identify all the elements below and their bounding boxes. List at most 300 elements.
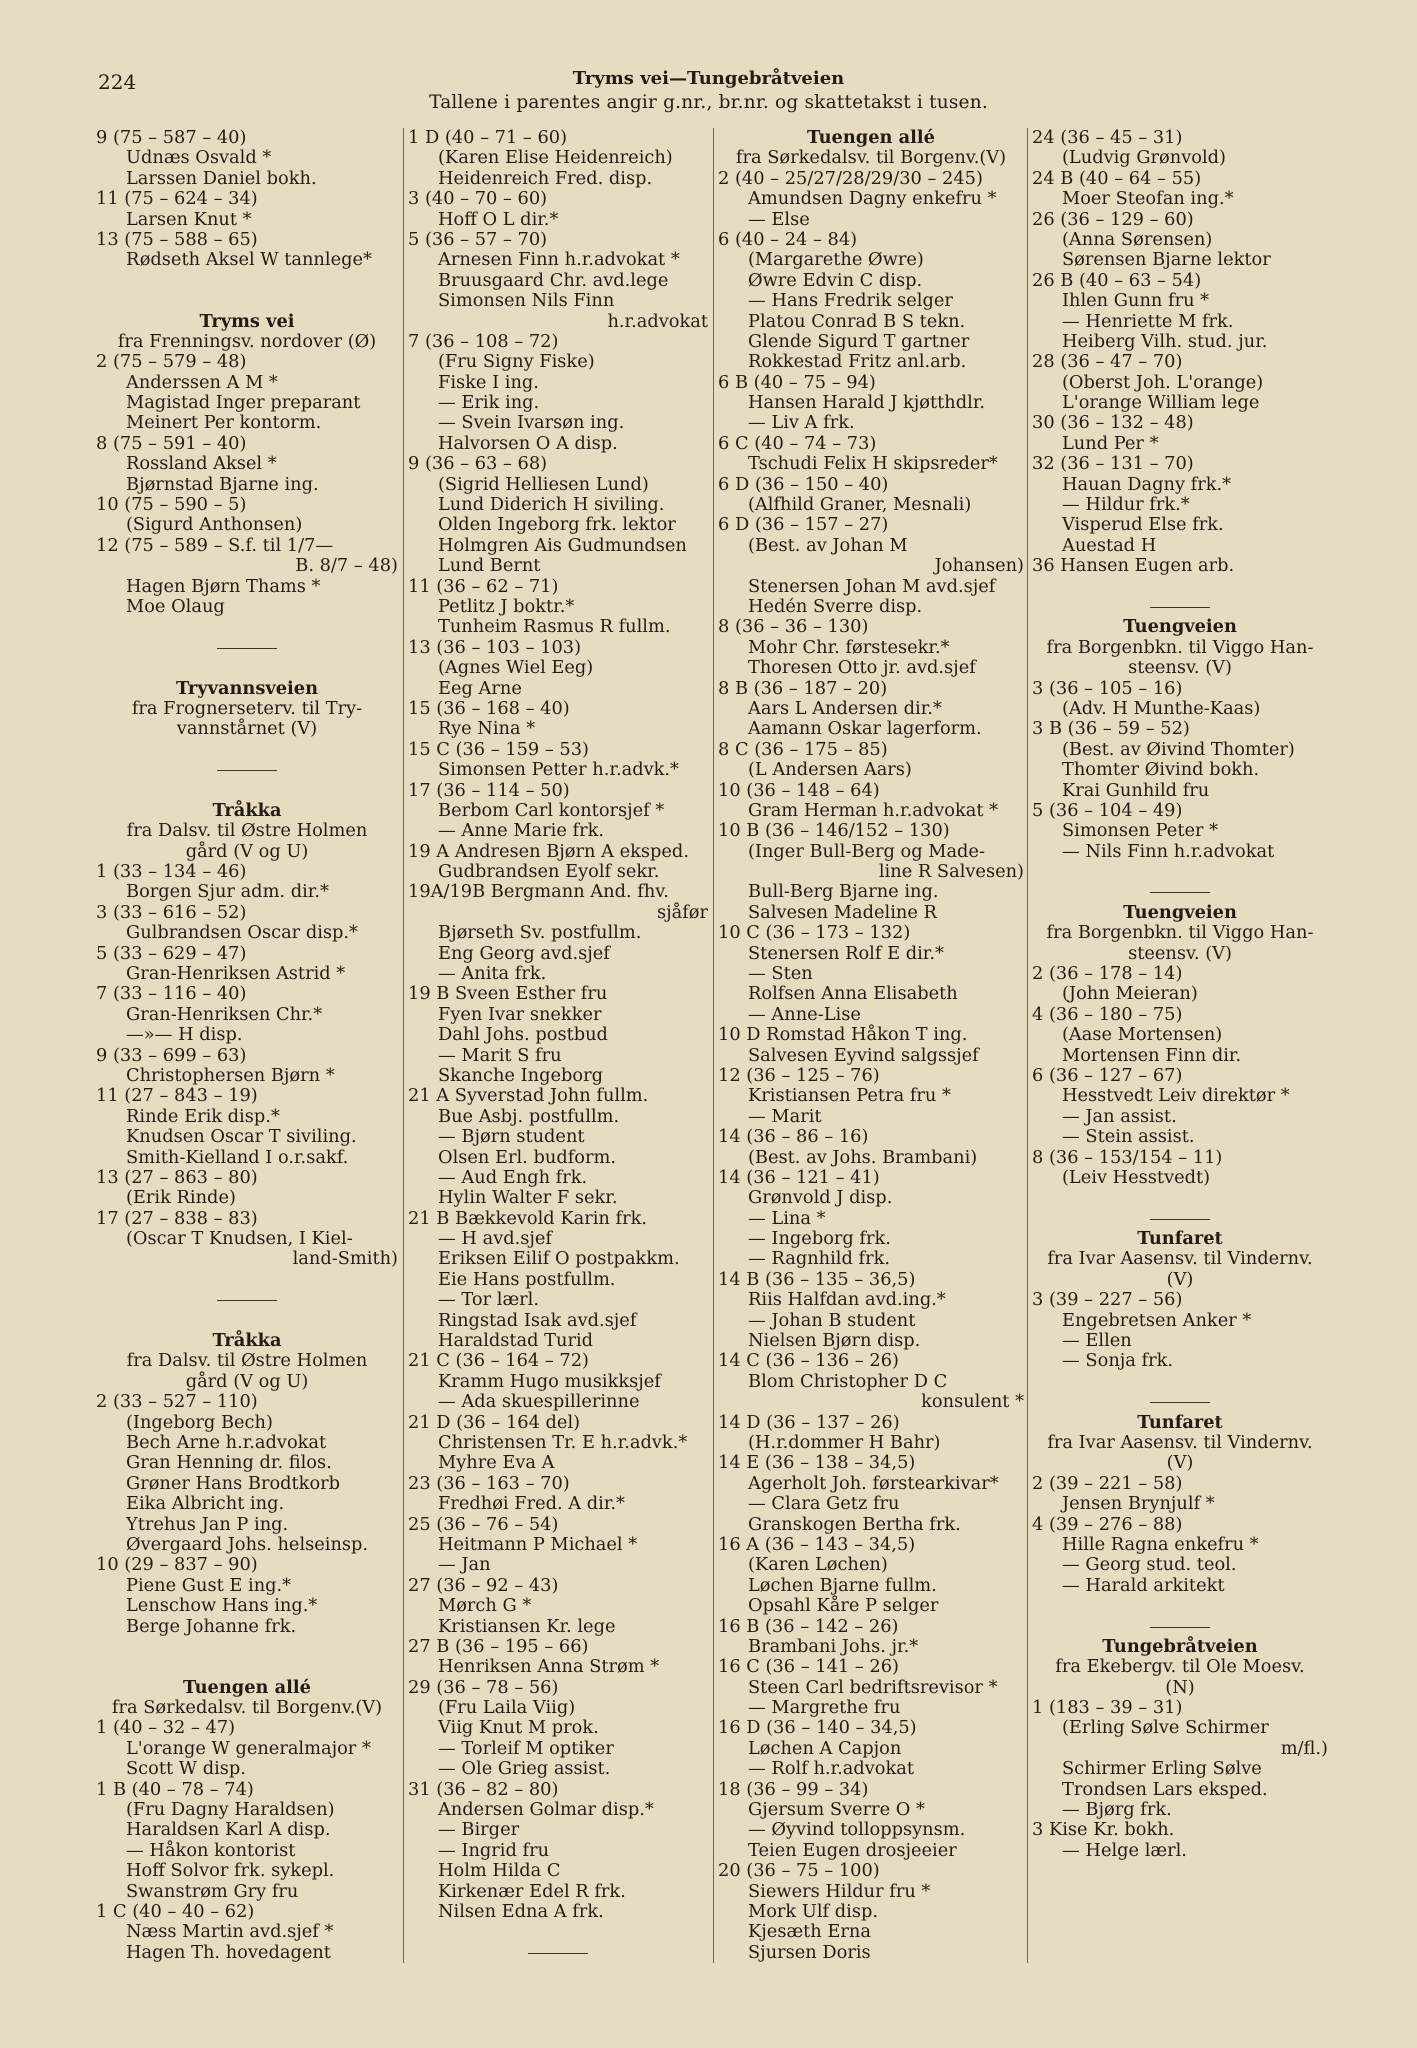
street-heading: Tråkka <box>212 799 282 821</box>
house-entry: 13 (27 – 863 – 80) <box>96 1166 258 1188</box>
house-entry: 20 (36 – 75 – 100) <box>718 1860 880 1882</box>
section-divider <box>96 1290 398 1310</box>
resident-line: — Johan B student <box>748 1309 916 1331</box>
house-entry: 19 B Sveen Esther fru <box>408 983 608 1005</box>
continuation-line: konsulent * <box>921 1391 1024 1413</box>
house-entry: 36 Hansen Eugen arb. <box>1032 555 1235 577</box>
house-entry: 6 (40 – 24 – 84) <box>718 228 858 250</box>
resident-line: Gran Henning dr. filos. <box>126 1452 332 1474</box>
resident-line: Larssen Daniel bokh. <box>126 167 317 189</box>
resident-line: Olden Ingeborg frk. lektor <box>438 514 676 536</box>
house-entry: 3 (40 – 70 – 60) <box>408 188 548 210</box>
resident-line: Knudsen Oscar T siviling. <box>126 1126 357 1148</box>
resident-line: (Inger Bull-Berg og Made- <box>748 840 985 862</box>
spacer <box>1032 1596 1328 1616</box>
resident-line: — Svein Ivarsøn ing. <box>438 412 625 434</box>
house-entry: 1 B (40 – 78 – 74) <box>96 1778 254 1800</box>
street-extent: fra Frognerseterv. til Try- <box>131 697 363 719</box>
column-4 <box>1032 128 1328 1861</box>
resident-line: (Sigurd Anthonsen) <box>126 514 303 536</box>
resident-line: Opsahl Kåre P selger <box>748 1595 939 1617</box>
section-divider <box>1032 1209 1328 1229</box>
resident-line: Eie Hans postfullm. <box>438 1268 616 1290</box>
house-entry: 6 D (36 – 150 – 40) <box>718 473 889 495</box>
resident-line: Lund Diderich H siviling. <box>438 494 665 516</box>
house-entry: 21 B Bækkevold Karin frk. <box>408 1207 648 1229</box>
spacer <box>96 1657 398 1677</box>
street-extent: (V) <box>1166 1268 1194 1290</box>
house-entry: 13 (36 – 103 – 103) <box>408 636 582 658</box>
resident-line: — Jan assist. <box>1062 1105 1177 1127</box>
resident-line: Bech Arne h.r.advokat <box>126 1432 327 1453</box>
resident-line: — Clara Getz fru <box>748 1493 900 1515</box>
street-extent: vannstårnet (V) <box>176 718 318 740</box>
resident-line: (L Andersen Aars) <box>748 759 912 781</box>
resident-line: (Alfhild Graner, Mesnali) <box>748 494 972 516</box>
resident-line: Mohr Chr. førstesekr.* <box>748 636 950 658</box>
resident-line: Kjesæth Erna <box>748 1921 871 1943</box>
house-entry: 13 (75 – 588 – 65) <box>96 228 258 250</box>
house-entry: 6 C (40 – 74 – 73) <box>718 432 877 454</box>
spacer <box>96 291 398 311</box>
resident-line: — Hans Fredrik selger <box>748 290 953 312</box>
resident-line: Meinert Per kontorm. <box>126 412 322 434</box>
house-entry: 1 C (40 – 40 – 62) <box>96 1900 255 1922</box>
house-entry: 27 (36 – 92 – 43) <box>408 1574 559 1596</box>
resident-line: — Birger <box>438 1819 520 1841</box>
section-divider <box>96 638 398 658</box>
house-entry: 2 (39 – 221 – 58) <box>1032 1472 1183 1494</box>
house-entry: 8 (75 – 591 – 40) <box>96 432 247 454</box>
subtitle: Tallene i parentes angir g.nr., br.nr. og skattetakst i tusen. <box>429 92 988 113</box>
resident-line: — Ingrid fru <box>438 1839 550 1861</box>
resident-line: Bull-Berg Bjarne ing. <box>748 881 939 903</box>
resident-line: Riis Halfdan avd.ing.* <box>748 1289 946 1311</box>
resident-line: Agerholt Joh. førstearkivar* <box>748 1472 999 1494</box>
house-entry: 11 (27 – 843 – 19) <box>96 1085 258 1107</box>
resident-line: Aars L Andersen dir.* <box>748 697 942 719</box>
resident-line: Salvesen Madeline R <box>748 901 937 923</box>
resident-line: Gudbrandsen Eyolf sekr. <box>438 861 660 883</box>
resident-line: (Oscar T Knudsen, I Kiel- <box>126 1228 353 1250</box>
resident-line: Lund Per * <box>1062 432 1159 454</box>
resident-line: Hesstvedt Leiv direktør * <box>1062 1085 1290 1107</box>
resident-line: Anderssen A M * <box>126 371 278 393</box>
resident-line: (Karen Løchen) <box>748 1554 888 1576</box>
resident-line: Hagen Th. hovedagent <box>126 1941 331 1963</box>
resident-line: — Marit S fru <box>438 1044 562 1066</box>
house-entry: 24 B (40 – 64 – 55) <box>1032 167 1202 189</box>
house-entry: 30 (36 – 132 – 48) <box>1032 412 1194 434</box>
resident-line: Blom Christopher D C <box>748 1370 948 1392</box>
house-entry: 14 E (36 – 138 – 34,5) <box>718 1452 916 1474</box>
resident-line: Sjursen Doris <box>748 1941 871 1963</box>
street-heading: Tunfaret <box>1137 1411 1223 1433</box>
house-entry: 11 (36 – 62 – 71) <box>408 575 559 597</box>
street-extent: fra Dalsv. til Østre Holmen <box>126 820 368 842</box>
resident-line: Gran-Henriksen Astrid * <box>126 963 346 985</box>
resident-line: Moe Olaug <box>126 595 225 617</box>
resident-line: Holmgren Ais Gudmundsen <box>438 534 687 556</box>
street-heading: Tuengveien <box>1123 901 1237 923</box>
resident-line: Simonsen Petter h.r.advk.* <box>438 759 679 781</box>
house-entry: 15 (36 – 168 – 40) <box>408 697 570 719</box>
house-entry: 27 B (36 – 195 – 66) <box>408 1635 589 1657</box>
resident-line: Gjersum Sverre O * <box>748 1799 925 1821</box>
resident-line: Haraldsen Karl A disp. <box>126 1819 331 1841</box>
resident-line: Gulbrandsen Oscar disp.* <box>126 922 358 944</box>
resident-line: Schirmer Erling Sølve <box>1062 1758 1262 1780</box>
resident-line: — Hildur frk.* <box>1062 494 1190 516</box>
house-entry: 23 (36 – 163 – 70) <box>408 1472 570 1494</box>
resident-line: Fiske I ing. <box>438 371 539 393</box>
resident-line: — Henriette M frk. <box>1062 310 1234 332</box>
resident-line: Thoresen Otto jr. avd.sjef <box>748 657 976 679</box>
resident-line: (Karen Elise Heidenreich) <box>438 147 673 169</box>
street-heading: Tunfaret <box>1137 1228 1223 1250</box>
resident-line: Steen Carl bedriftsrevisor * <box>748 1676 998 1698</box>
resident-line: Visperud Else frk. <box>1062 514 1224 536</box>
section-divider <box>1032 597 1328 617</box>
resident-line: Borgen Sjur adm. dir.* <box>126 881 329 903</box>
resident-line: (John Meieran) <box>1062 983 1198 1005</box>
house-entry: 6 B (40 – 75 – 94) <box>718 371 876 393</box>
column-2 <box>408 128 708 1963</box>
resident-line: (H.r.dommer H Bahr) <box>748 1432 941 1453</box>
street-heading: Tuengen allé <box>183 1676 311 1698</box>
resident-line: — Ole Grieg assist. <box>438 1758 611 1780</box>
house-entry: 3 (36 – 105 – 16) <box>1032 677 1183 699</box>
resident-line: Berge Johanne frk. <box>126 1615 297 1637</box>
resident-line: — Nils Finn h.r.advokat <box>1062 840 1275 862</box>
house-entry: 8 (36 – 36 – 130) <box>718 616 869 638</box>
street-extent: (V) <box>1166 1452 1194 1474</box>
resident-line: Berbom Carl kontorsjef * <box>438 799 665 821</box>
house-entry: 3 Kise Kr. bokh. <box>1032 1819 1175 1841</box>
resident-line: Engebretsen Anker * <box>1062 1309 1252 1331</box>
street-heading: Tuengveien <box>1123 616 1237 638</box>
house-entry: 8 C (36 – 175 – 85) <box>718 738 888 760</box>
resident-line: (Best. av Øivind Thomter) <box>1062 738 1295 760</box>
resident-line: (Fru Laila Viig) <box>438 1697 576 1719</box>
house-entry: 5 (33 – 629 – 47) <box>96 942 247 964</box>
house-entry: 28 (36 – 47 – 70) <box>1032 351 1183 373</box>
resident-line: — Anne-Lise <box>748 1003 861 1025</box>
resident-line: Teien Eugen drosjeeier <box>748 1839 957 1861</box>
resident-line: Aamann Oskar lagerform. <box>748 718 982 740</box>
house-entry: 26 (36 – 129 – 60) <box>1032 208 1194 230</box>
house-entry: 15 C (36 – 159 – 53) <box>408 738 589 760</box>
resident-line: Henriksen Anna Strøm * <box>438 1656 660 1678</box>
street-extent: steensv. (V) <box>1128 942 1232 964</box>
resident-line: Viig Knut M prok. <box>438 1717 599 1739</box>
resident-line: Brambani Johs. jr.* <box>748 1635 919 1657</box>
resident-line: Amundsen Dagny enkefru * <box>748 188 997 210</box>
resident-line: Fredhøi Fred. A dir.* <box>438 1493 625 1515</box>
house-entry: 25 (36 – 76 – 54) <box>408 1513 559 1535</box>
resident-line: Holm Hilda C <box>438 1860 561 1882</box>
house-entry: 1 (183 – 39 – 31) <box>1032 1697 1183 1719</box>
resident-line: Bjørnstad Bjarne ing. <box>126 473 319 495</box>
resident-line: Kristiansen Petra fru * <box>748 1085 951 1107</box>
resident-line: Øwre Edvin C disp. <box>748 269 923 291</box>
resident-line: — Harald arkitekt <box>1062 1574 1225 1596</box>
house-entry: 10 D Romstad Håkon T ing. <box>718 1024 968 1046</box>
spacer <box>408 1922 708 1942</box>
house-entry: 17 (36 – 114 – 50) <box>408 779 570 801</box>
resident-line: Trondsen Lars eksped. <box>1062 1778 1268 1800</box>
house-entry: 9 (75 – 587 – 40) <box>96 127 247 148</box>
resident-line: L'orange William lege <box>1062 392 1260 414</box>
resident-line: — Marit <box>748 1105 822 1127</box>
resident-line: Tschudi Felix H skipsreder* <box>748 453 998 475</box>
resident-line: —»— H disp. <box>126 1024 243 1046</box>
resident-line: (Erik Rinde) <box>126 1187 236 1209</box>
section-divider <box>1032 1617 1328 1637</box>
street-heading: Tryvannsveien <box>176 677 318 699</box>
house-entry: 21 A Syverstad John fullm. <box>408 1085 649 1107</box>
resident-line: — Anne Marie frk. <box>438 820 605 842</box>
running-head: Tryms vei—Tungebråtveien <box>572 68 845 89</box>
house-entry: 3 (39 – 227 – 56) <box>1032 1289 1183 1311</box>
house-entry: 10 (29 – 837 – 90) <box>96 1554 258 1576</box>
resident-line: Hoff Solvor frk. sykepl. <box>126 1860 335 1882</box>
resident-line: Skanche Ingeborg <box>438 1064 603 1086</box>
resident-line: Granskogen Bertha frk. <box>748 1513 961 1535</box>
resident-line: Mørch G * <box>438 1595 532 1617</box>
house-entry: 24 (36 – 45 – 31) <box>1032 127 1183 148</box>
house-entry: 7 (33 – 116 – 40) <box>96 983 247 1005</box>
resident-line: — Aud Engh frk. <box>438 1166 588 1188</box>
resident-line: — Georg stud. teol. <box>1062 1554 1237 1576</box>
resident-line: Piene Gust E ing.* <box>126 1574 292 1596</box>
house-entry: 21 D (36 – 164 del) <box>408 1411 581 1433</box>
resident-line: Rye Nina * <box>438 718 536 740</box>
resident-line: Hauan Dagny frk.* <box>1062 473 1232 495</box>
section-divider <box>1032 1392 1328 1412</box>
resident-line: Heiberg Vilh. stud. jur. <box>1062 330 1268 352</box>
resident-line: Nielsen Bjørn disp. <box>748 1330 921 1352</box>
resident-line: Jensen Brynjulf * <box>1062 1493 1215 1515</box>
house-entry: 8 (36 – 153/154 – 11) <box>1032 1146 1223 1168</box>
resident-line: (Adv. H Munthe-Kaas) <box>1062 697 1261 719</box>
resident-line: Simonsen Peter * <box>1062 820 1219 842</box>
spacer <box>96 658 398 678</box>
spacer <box>96 1637 398 1657</box>
house-entry: 1 D (40 – 71 – 60) <box>408 127 568 148</box>
resident-line: Ihlen Gunn fru * <box>1062 290 1210 312</box>
continuation-line: line R Salvesen) <box>878 861 1024 883</box>
resident-line: (Agnes Wiel Eeg) <box>438 657 594 679</box>
resident-line: — Anita frk. <box>438 963 547 985</box>
street-extent: gård (V og U) <box>185 840 309 862</box>
resident-line: Hedén Sverre disp. <box>748 595 923 617</box>
resident-line: Grønvold J disp. <box>748 1187 893 1209</box>
street-extent: fra Ivar Aasensv. til Vindernv. <box>1047 1248 1313 1270</box>
house-entry: 3 (33 – 616 – 52) <box>96 901 247 923</box>
house-entry: 2 (40 – 25/27/28/29/30 – 245) <box>718 167 983 189</box>
resident-line: — Stein assist. <box>1062 1126 1195 1148</box>
resident-line: — Lina * <box>748 1207 826 1229</box>
resident-line: Halvorsen O A disp. <box>438 432 618 454</box>
house-entry: 14 (36 – 86 – 16) <box>718 1126 869 1148</box>
street-extent: gård (V og U) <box>185 1370 309 1392</box>
resident-line: Swanstrøm Gry fru <box>126 1880 299 1902</box>
resident-line: Eng Georg avd.sjef <box>438 942 610 964</box>
house-entry: 1 (33 – 134 – 46) <box>96 861 247 883</box>
house-entry: 5 (36 – 57 – 70) <box>408 228 548 250</box>
house-entry: 9 (33 – 699 – 63) <box>96 1044 247 1066</box>
resident-line: Petlitz J boktr.* <box>438 595 575 617</box>
continuation-line: sjåfør <box>656 901 708 923</box>
street-extent: fra Dalsv. til Østre Holmen <box>126 1350 368 1372</box>
house-entry: 1 (40 – 32 – 47) <box>96 1717 236 1739</box>
resident-line: — Helge lærl. <box>1062 1839 1187 1861</box>
street-extent: steensv. (V) <box>1128 657 1232 679</box>
resident-line: Øvergaard Johs. helseinsp. <box>126 1533 369 1555</box>
resident-line: Hagen Bjørn Thams * <box>126 575 321 597</box>
resident-line: Sørensen Bjarne lektor <box>1062 249 1271 271</box>
resident-line: Smith-Kielland I o.r.sakf. <box>126 1146 349 1168</box>
resident-line: Christensen Tr. E h.r.advk.* <box>438 1432 688 1453</box>
resident-line: Siewers Hildur fru * <box>748 1880 931 1902</box>
house-entry: 16 D (36 – 140 – 34,5) <box>718 1717 917 1739</box>
resident-line: (Fru Dagny Haraldsen) <box>126 1799 335 1821</box>
spacer <box>1032 862 1328 882</box>
house-entry: 4 (39 – 276 – 88) <box>1032 1513 1183 1535</box>
resident-line: — Sonja frk. <box>1062 1350 1174 1372</box>
street-heading: Tuengen allé <box>807 127 935 148</box>
resident-line: — Liv A frk. <box>748 412 855 434</box>
resident-line: Scott W disp. <box>126 1758 246 1780</box>
resident-line: Hansen Harald J kjøtthdlr. <box>748 392 986 414</box>
resident-line: Udnæs Osvald * <box>126 147 272 169</box>
resident-line: (Leiv Hesstvedt) <box>1062 1166 1211 1188</box>
resident-line: Heidenreich Fred. disp. <box>438 167 653 189</box>
resident-line: — Håkon kontorist <box>126 1839 296 1861</box>
resident-line: Bjørseth Sv. postfullm. <box>438 922 642 944</box>
house-entry: 14 (36 – 121 – 41) <box>718 1166 880 1188</box>
resident-line: — Torleif M optiker <box>438 1737 614 1759</box>
resident-line: — Ellen <box>1062 1330 1132 1352</box>
resident-line: Rolfsen Anna Elisabeth <box>748 983 958 1005</box>
resident-line: Heitmann P Michael * <box>438 1533 638 1555</box>
resident-line: Mortensen Finn dir. <box>1062 1044 1242 1066</box>
resident-line: (Margarethe Øwre) <box>748 249 924 271</box>
house-entry: 10 (75 – 590 – 5) <box>96 494 247 516</box>
resident-line: — Øyvind tolloppsynsm. <box>748 1819 966 1841</box>
resident-line: Næss Martin avd.sjef * <box>126 1921 334 1943</box>
resident-line: Platou Conrad B S tekn. <box>748 310 966 332</box>
house-entry: 6 D (36 – 157 – 27) <box>718 514 889 536</box>
resident-line: Christophersen Bjørn * <box>126 1064 335 1086</box>
resident-line: (Aase Mortensen) <box>1062 1024 1223 1046</box>
resident-line: Rokkestad Fritz anl.arb. <box>748 351 967 373</box>
house-entry: 16 A (36 – 143 – 34,5) <box>718 1533 916 1555</box>
house-entry: 11 (75 – 624 – 34) <box>96 188 258 210</box>
resident-line: (Sigrid Helliesen Lund) <box>438 473 649 495</box>
house-entry: 8 B (36 – 187 – 20) <box>718 677 888 699</box>
house-entry: 7 (36 – 108 – 72) <box>408 330 559 352</box>
house-entry: 16 C (36 – 141 – 26) <box>718 1656 899 1678</box>
section-divider <box>408 1943 708 1963</box>
house-entry: 4 (36 – 180 – 75) <box>1032 1003 1183 1025</box>
resident-line: Krai Gunhild fru <box>1062 779 1210 801</box>
resident-line: Fyen Ivar snekker <box>438 1003 602 1025</box>
house-entry: 21 C (36 – 164 – 72) <box>408 1350 589 1372</box>
house-entry: 18 (36 – 99 – 34) <box>718 1778 869 1800</box>
resident-line: Kramm Hugo musikksjef <box>438 1370 661 1392</box>
resident-line: Bue Asbj. postfullm. <box>438 1105 620 1127</box>
resident-line: Eriksen Eilif O postpakkm. <box>438 1248 680 1270</box>
resident-line: — Margrethe fru <box>748 1697 901 1719</box>
house-entry: 3 B (36 – 59 – 52) <box>1032 718 1190 740</box>
resident-line: Lund Bernt <box>438 555 541 577</box>
resident-line: (Fru Signy Fiske) <box>438 351 595 373</box>
column-1 <box>96 128 398 1963</box>
resident-line: — Ragnhild frk. <box>748 1248 891 1270</box>
house-entry: 12 (36 – 125 – 76) <box>718 1064 880 1086</box>
resident-line: Rossland Aksel * <box>126 453 277 475</box>
house-entry: 32 (36 – 131 – 70) <box>1032 453 1194 475</box>
house-entry: 10 B (36 – 146/152 – 130) <box>718 820 950 842</box>
column-rule <box>713 128 714 1963</box>
resident-line: — Jan <box>438 1554 491 1576</box>
column-rule <box>1027 128 1028 1963</box>
house-entry: 9 (36 – 63 – 68) <box>408 453 548 475</box>
resident-line: Bruusgaard Chr. avd.lege <box>438 269 669 291</box>
resident-line: Lenschow Hans ing.* <box>126 1595 318 1617</box>
house-entry: 2 (36 – 178 – 14) <box>1032 963 1183 985</box>
street-extent: fra Ekebergv. til Ole Moesv. <box>1055 1656 1305 1678</box>
resident-line: Rinde Erik disp.* <box>126 1105 280 1127</box>
resident-line: — Ingeborg frk. <box>748 1228 891 1250</box>
resident-line: Auestad H <box>1062 534 1157 556</box>
house-entry: 19A/19B Bergmann And. fhv. <box>408 881 669 903</box>
house-entry: 19 A Andresen Bjørn A eksped. <box>408 840 689 862</box>
house-entry: 29 (36 – 78 – 56) <box>408 1676 559 1698</box>
resident-line: Gram Herman h.r.advokat * <box>748 799 999 821</box>
resident-line: Løchen Bjarne fullm. <box>748 1574 937 1596</box>
resident-line: Stenersen Johan M avd.sjef <box>748 575 996 597</box>
house-entry: 14 D (36 – 137 – 26) <box>718 1411 900 1433</box>
resident-line: Eika Albricht ing. <box>126 1493 285 1515</box>
resident-line: — Bjørn student <box>438 1126 585 1148</box>
resident-line: Andersen Golmar disp.* <box>438 1799 654 1821</box>
resident-line: Arnesen Finn h.r.advokat * <box>438 249 680 271</box>
resident-line: Grøner Hans Brodtkorb <box>126 1472 341 1494</box>
continuation-line: B. 8/7 – 48) <box>295 555 398 577</box>
spacer <box>96 617 398 637</box>
resident-line: Løchen A Capjon <box>748 1737 902 1759</box>
resident-line: Simonsen Nils Finn <box>438 290 615 312</box>
resident-line: (Ingeborg Bech) <box>126 1411 273 1433</box>
continuation-line: land-Smith) <box>292 1248 398 1270</box>
house-entry: 14 B (36 – 135 – 36,5) <box>718 1268 916 1290</box>
resident-line: Haraldstad Turid <box>438 1330 594 1352</box>
resident-line: — Else <box>748 208 810 230</box>
street-extent: fra Borgenbkn. til Viggo Han- <box>1046 922 1314 944</box>
resident-line: Mork Ulf disp. <box>748 1900 878 1922</box>
resident-line: Glende Sigurd T gartner <box>748 330 970 352</box>
page-number: 224 <box>98 70 137 94</box>
resident-line: (Ludvig Grønvold) <box>1062 147 1226 169</box>
house-entry: 10 (36 – 148 – 64) <box>718 779 880 801</box>
house-entry: 31 (36 – 82 – 80) <box>408 1778 559 1800</box>
column-rule <box>403 128 404 1963</box>
column-3 <box>718 128 1024 1963</box>
resident-line: Kirkenær Edel R frk. <box>438 1880 626 1902</box>
